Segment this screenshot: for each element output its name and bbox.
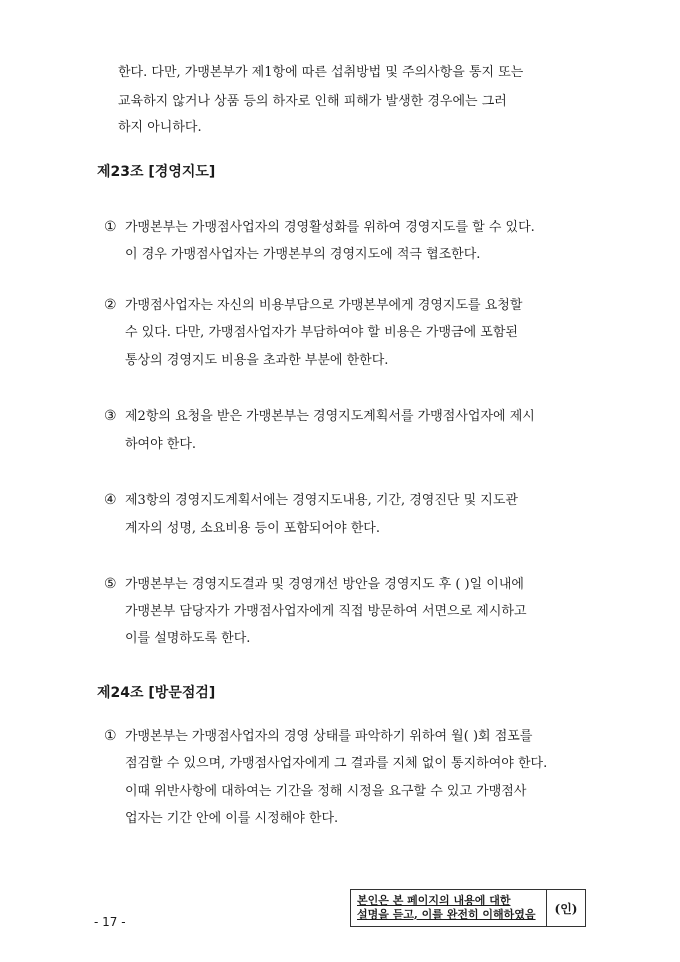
article-24-heading: 제24조 [방문점검] xyxy=(97,685,216,701)
item-number: ② xyxy=(104,297,117,313)
item-line: 업자는 기간 안에 이를 시정해야 한다. xyxy=(125,811,339,826)
item-line: 가맹점사업자는 자신의 비용부담으로 가맹본부에게 경영지도를 요청할 xyxy=(125,298,523,313)
item-number: ⑤ xyxy=(104,576,117,592)
confirmation-line-1: 본인은 본 페이지의 내용에 대한 xyxy=(357,894,511,907)
item-number: ③ xyxy=(104,408,117,424)
item-line: 계자의 성명, 소요비용 등이 포함되어야 한다. xyxy=(125,521,380,536)
confirmation-line-2: 설명을 듣고, 이를 완전히 이해하였음 xyxy=(357,908,536,921)
article-23-heading: 제23조 [경영지도] xyxy=(97,164,216,180)
confirmation-box xyxy=(350,889,586,927)
item-line: 하여야 한다. xyxy=(125,437,197,452)
item-line: 점검할 수 있으며, 가맹점사업자에게 그 결과를 지체 없이 통지하여야 한다. xyxy=(125,756,548,771)
item-number: ① xyxy=(104,219,117,235)
intro-line-3: 하지 아니하다. xyxy=(118,120,202,135)
item-line: 제2항의 요청을 받은 가맹본부는 경영지도계획서를 가맹점사업자에 제시 xyxy=(125,409,535,424)
item-number: ① xyxy=(104,728,117,744)
confirmation-statement xyxy=(351,890,547,926)
intro-line-1: 한다. 다만, 가맹본부가 제1항에 따른 섭취방법 및 주의사항을 통지 또는 xyxy=(118,65,524,80)
item-line: 제3항의 경영지도계획서에는 경영지도내용, 기간, 경영진단 및 지도관 xyxy=(125,493,518,508)
item-line: 가맹본부는 경영지도결과 및 경영개선 방안을 경영지도 후 ( )일 이내에 xyxy=(125,577,524,592)
item-number: ④ xyxy=(104,492,117,508)
seal-field[interactable]: (인) xyxy=(554,901,578,916)
item-line: 이 경우 가맹점사업자는 가맹본부의 경영지도에 적극 협조한다. xyxy=(125,247,481,262)
item-line: 수 있다. 다만, 가맹점사업자가 부담하여야 할 비용은 가맹금에 포함된 xyxy=(125,325,518,340)
item-line: 이를 설명하도록 한다. xyxy=(125,631,251,646)
page-number: - 17 - xyxy=(94,915,126,929)
item-line: 가맹본부는 가맹점사업자의 경영 상태를 파악하기 위하여 월( )회 점포를 xyxy=(125,729,533,744)
item-line: 가맹본부 담당자가 가맹점사업자에게 직접 방문하여 서면으로 제시하고 xyxy=(125,604,527,619)
intro-line-2: 교육하지 않거나 상품 등의 하자로 인해 피해가 발생한 경우에는 그러 xyxy=(118,94,507,109)
item-line: 통상의 경영지도 비용을 초과한 부분에 한한다. xyxy=(125,353,389,368)
item-line: 이때 위반사항에 대하여는 기간을 정해 시정을 요구할 수 있고 가맹점사 xyxy=(125,784,527,799)
item-line: 가맹본부는 가맹점사업자의 경영활성화를 위하여 경영지도를 할 수 있다. xyxy=(125,220,535,235)
